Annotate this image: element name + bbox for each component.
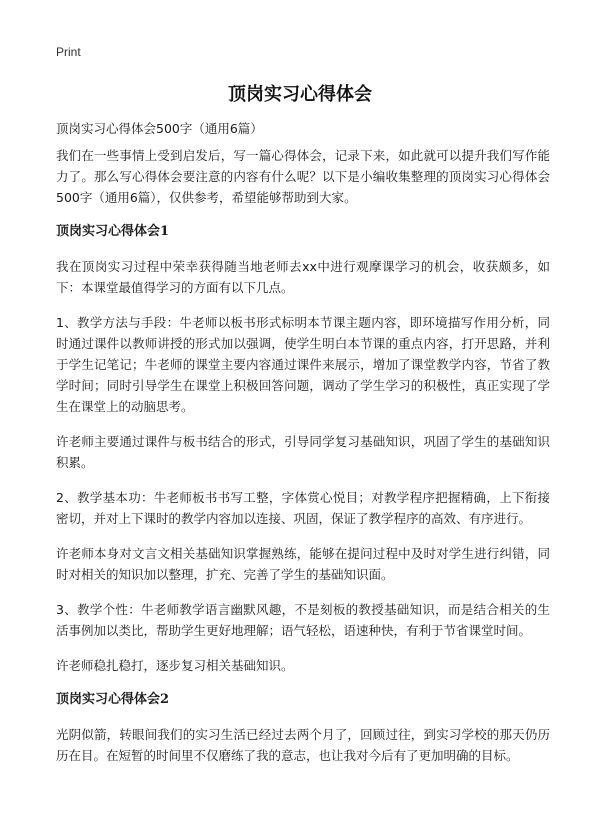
section-1-heading: 顶岗实习心得体会1 [56, 224, 170, 239]
paragraph: 许老师主要通过课件与板书结合的形式，引导同学复习基础知识，巩固了学生的基础知识积累。 [56, 434, 550, 470]
paragraph: 3、教学个性：牛老师教学语言幽默风趣，不是刻板的教授基础知识，而是结合相关的生活事例加以类比，帮助学生更好地理解；语气轻松，语速种快，有利于节省课堂时间。 [56, 602, 550, 638]
page-title: 顶岗实习心得体会 [228, 84, 372, 105]
paragraph: 光阴似箭，转眼间我们的实习生活已经过去两个月了，回顾过往，到实习学校的那天仍历历在目。在短暂的时间里不仅磨练了我的意志，也让我对今后有了更加明确的目标。 [56, 727, 550, 763]
intro-paragraph: 我们在一些事情上受到启发后，写一篇心得体会，记录下来，如此就可以提升我们写作能力了。那么写心得体会要注意的内容有什么呢？以下是小编收集整理的顶岗实习心得体会500字（通用6篇），仅供参考，希望能够帮助到大家。 [56, 148, 550, 205]
print-label: Print [56, 45, 81, 59]
document-subtitle: 顶岗实习心得体会500字（通用6篇） [56, 121, 263, 136]
section-2-heading: 顶岗实习心得体会2 [56, 692, 170, 707]
paragraph: 许老师本身对文言文相关基础知识掌握熟练，能够在提问过程中及时对学生进行纠错，同时对相关的知识加以整理，扩充、完善了学生的基础知识面。 [56, 546, 550, 582]
paragraph: 2、教学基本功：牛老师板书书写工整，字体赏心悦目；对教学程序把握精确，上下衔接密切，并对上下课时的教学内容加以连接、巩固，保证了教学程序的高效、有序进行。 [56, 490, 550, 526]
paragraph: 我在顶岗实习过程中荣幸获得随当地老师去xx中进行观摩课学习的机会，收获颇多，如下：本课堂最值得学习的方面有以下几点。 [56, 259, 550, 295]
paragraph: 许老师稳扎稳打，逐步复习相关基础知识。 [56, 658, 294, 673]
document-body [56, 118, 550, 780]
paragraph: 1、教学方法与手段：牛老师以板书形式标明本节课主题内容，即环境描写作用分析，同时通过课件以教师讲授的形式加以强调，使学生明白本节课的重点内容，打开思路，并利于学生记笔记；牛老师的课堂主要内容通过课件来展示，增加了课堂教学内容，节省了教学时间；同时引导学生在课堂上积极回答问题，调动了学生学习的积极性，真正实现了学生在课堂上的动脑思考。 [56, 315, 550, 414]
